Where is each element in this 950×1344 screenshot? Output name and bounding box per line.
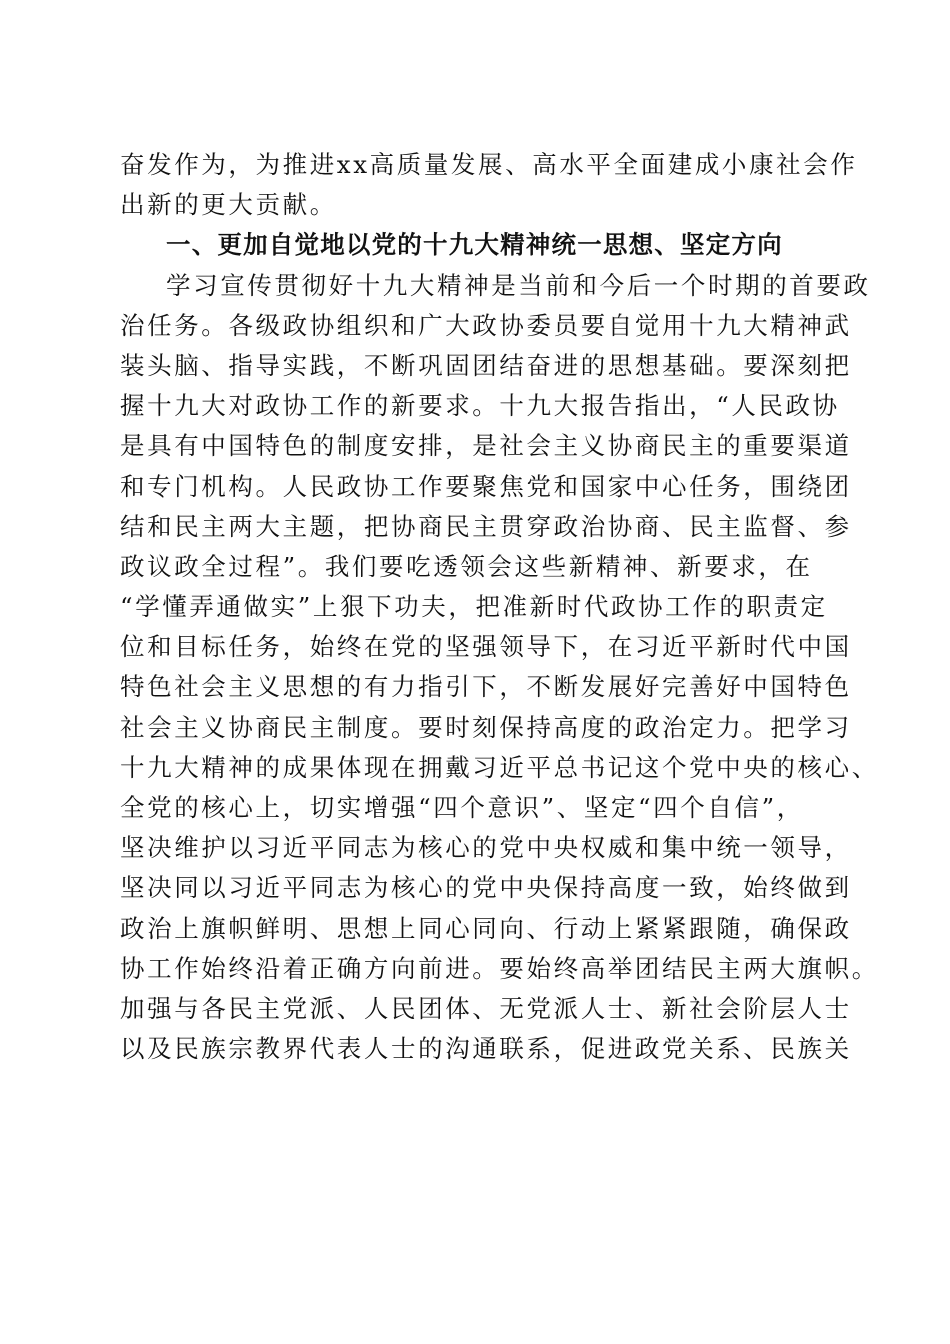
body-text xyxy=(120,145,879,1069)
paragraph-first-line: 学习宣传贯彻好十九大精神是当前和今后一个时期的首要政 xyxy=(166,270,871,300)
text-line: 和专门机构。人民政协工作要聚焦党和国家中心任务，围绕团 xyxy=(120,471,852,501)
text-line: 以及民族宗教界代表人士的沟通联系，促进政党关系、民族关 xyxy=(120,1034,852,1064)
text-line: 政议政全过程”。我们要吃透领会这些新精神、新要求，在 xyxy=(120,551,813,581)
text-line: 奋发作为，为推进xx高质量发展、高水平全面建成小康社会作 xyxy=(120,150,858,179)
text-line: 坚决同以习近平同志为核心的党中央保持高度一致，始终做到 xyxy=(120,873,852,903)
text-line: 装头脑、指导实践，不断巩固团结奋进的思想基础。要深刻把 xyxy=(120,350,852,380)
text-line: 政治上旗帜鲜明、思想上同心同向、行动上紧紧跟随，确保政 xyxy=(120,913,852,943)
text-line: 出新的更大贡献。 xyxy=(120,190,337,220)
section-heading: 一、更加自觉地以党的十九大精神统一思想、坚定方向 xyxy=(166,230,783,260)
text-line: 社会主义协商民主制度。要时刻保持高度的政治定力。把学习 xyxy=(120,712,852,742)
text-line: 加强与各民主党派、人民团体、无党派人士、新社会阶层人士 xyxy=(120,993,852,1023)
text-line: 是具有中国特色的制度安排，是社会主义协商民主的重要渠道 xyxy=(120,431,852,461)
text-line: 特色社会主义思想的有力指引下，不断发展好完善好中国特色 xyxy=(120,672,852,702)
text-line: 全党的核心上，切实增强“四个意识”、坚定“四个自信”， xyxy=(120,793,804,822)
text-line: 结和民主两大主题，把协商民主贯穿政治协商、民主监督、参 xyxy=(120,511,852,541)
text-line: 协工作始终沿着正确方向前进。要始终高举团结民主两大旗帜。 xyxy=(120,953,879,983)
text-line: 握十九大对政协工作的新要求。十九大报告指出，“人民政协 xyxy=(120,391,840,421)
text-line: “学懂弄通做实”上狠下功夫，把准新时代政协工作的职责定 xyxy=(120,592,828,622)
text-line: 治任务。各级政协组织和广大政协委员要自觉用十九大精神武 xyxy=(120,310,852,340)
text-line: 坚决维护以习近平同志为核心的党中央权威和集中统一领导， xyxy=(120,833,852,863)
text-line: 十九大精神的成果体现在拥戴习近平总书记这个党中央的核心、 xyxy=(120,752,879,782)
text-line: 位和目标任务，始终在党的坚强领导下，在习近平新时代中国 xyxy=(120,632,852,662)
